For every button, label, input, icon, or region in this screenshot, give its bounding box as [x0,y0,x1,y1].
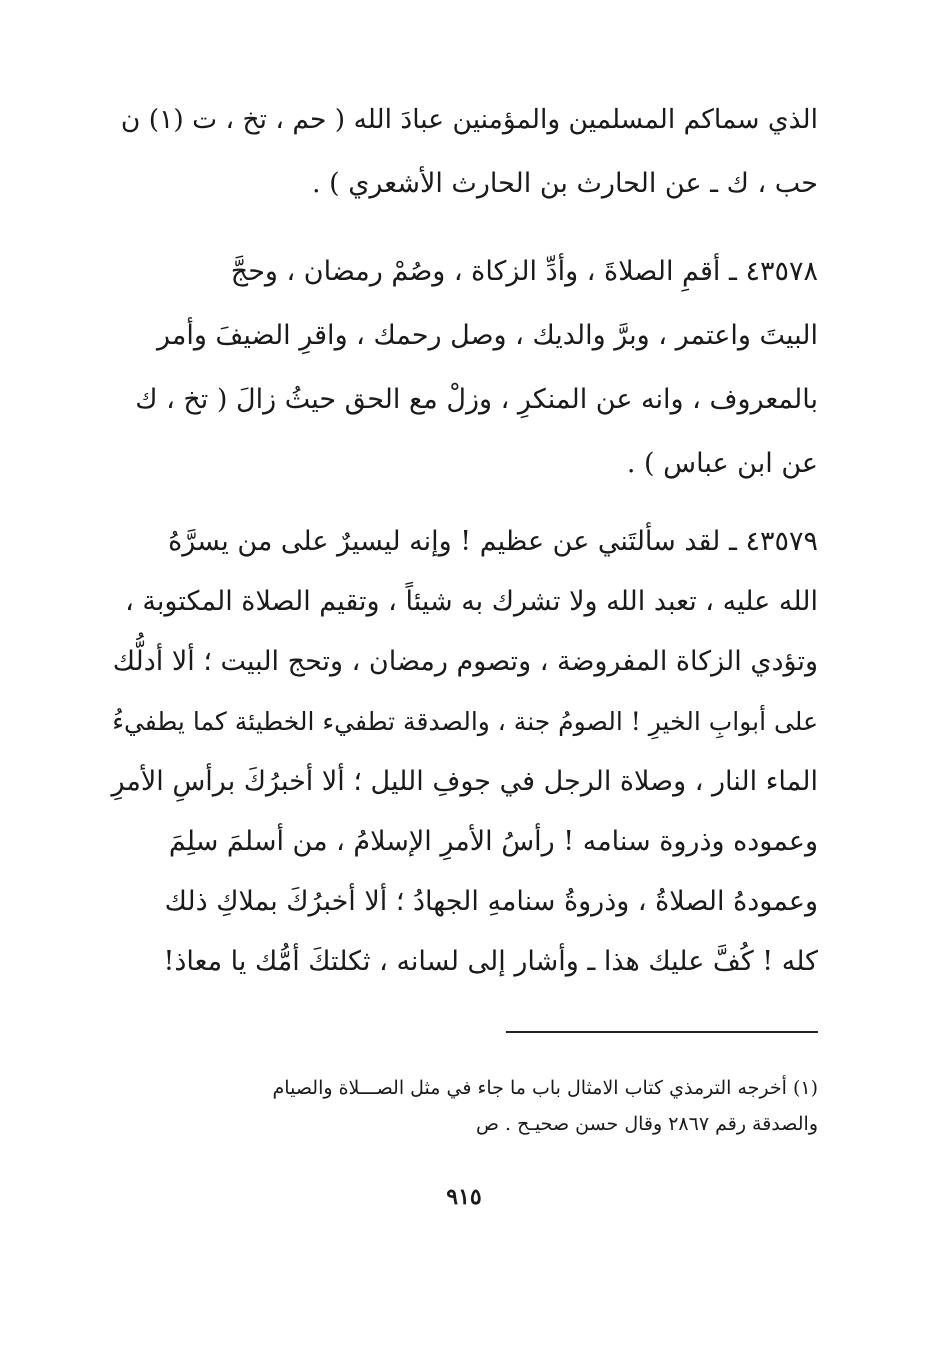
hadith-43579 [110,512,818,992]
text-line: ٤٣٥٧٨ ـ أقمِ الصلاةَ ، وأدِّ الزكاة ، وصُمْ رمضان ، وحجَّ [230,256,818,287]
hadith-43578 [110,240,818,496]
footnote-line: والصدقة رقم ٢٨٦٧ وقال حسن صحيـح . ص [476,1113,818,1135]
text-line: الذي سماكم المسلمين والمؤمنين عبادَ الله ( حم ، تخ ، ت (١) ن [120,104,818,135]
text-line: الله عليه ، تعبد الله ولا تشرك به شيئاً ، وتقيم الصلاة المكتوبة ، [125,586,818,617]
paragraph-continuation [110,88,818,216]
text-line: وتؤدي الزكاة المفروضة ، وتصوم رمضان ، وتحج البيت ؛ ألا أدلُّك [112,646,818,677]
footnote [110,1070,818,1142]
text-line: الماء النار ، وصلاة الرجل في جوفِ الليل ؛ ألا أخبرُكَ برأسِ الأمرِ [111,766,818,797]
text-line: عن ابن عباس ) . [626,448,818,479]
text-line: كله ! كُفَّ عليك هذا ـ وأشار إلى لسانه ، ثكلتكَ أمُّك يا معاذ! [163,946,818,977]
text-line: بالمعروف ، وانه عن المنكرِ ، وزلْ مع الحق حيثُ زالَ ( تخ ، ك [135,384,818,415]
footnote-divider [506,1031,818,1033]
text-line: البيتَ واعتمر ، وبرَّ والديك ، وصل رحمك ، واقرِ الضيفَ وأمر [156,320,818,351]
text-line: ٤٣٥٧٩ ـ لقد سألتَني عن عظيم ! وإنه ليسيرٌ على من يسرَّهُ [168,526,818,557]
footnote-line: (١) أخرجه الترمذي كتاب الامثال باب ما جاء في مثل الصـــلاة والصيام [272,1077,818,1099]
text-line: وعمودهُ الصلاةُ ، وذروةُ سنامهِ الجهادُ ؛ ألا أخبرُكَ بملاكِ ذلك [164,886,818,917]
text-line: حب ، ك ـ عن الحارث بن الحارث الأشعري ) . [311,168,818,199]
text-line: على أبوابِ الخيرِ ! الصومُ جنة ، والصدقة تطفيء الخطيئة كما يطفيءُ [112,707,818,736]
page-number: ٩١٥ [446,1184,482,1210]
text-line: وعموده وذروة سنامه ! رأسُ الأمرِ الإسلامُ ، من أسلمَ سلِمَ [168,826,818,857]
